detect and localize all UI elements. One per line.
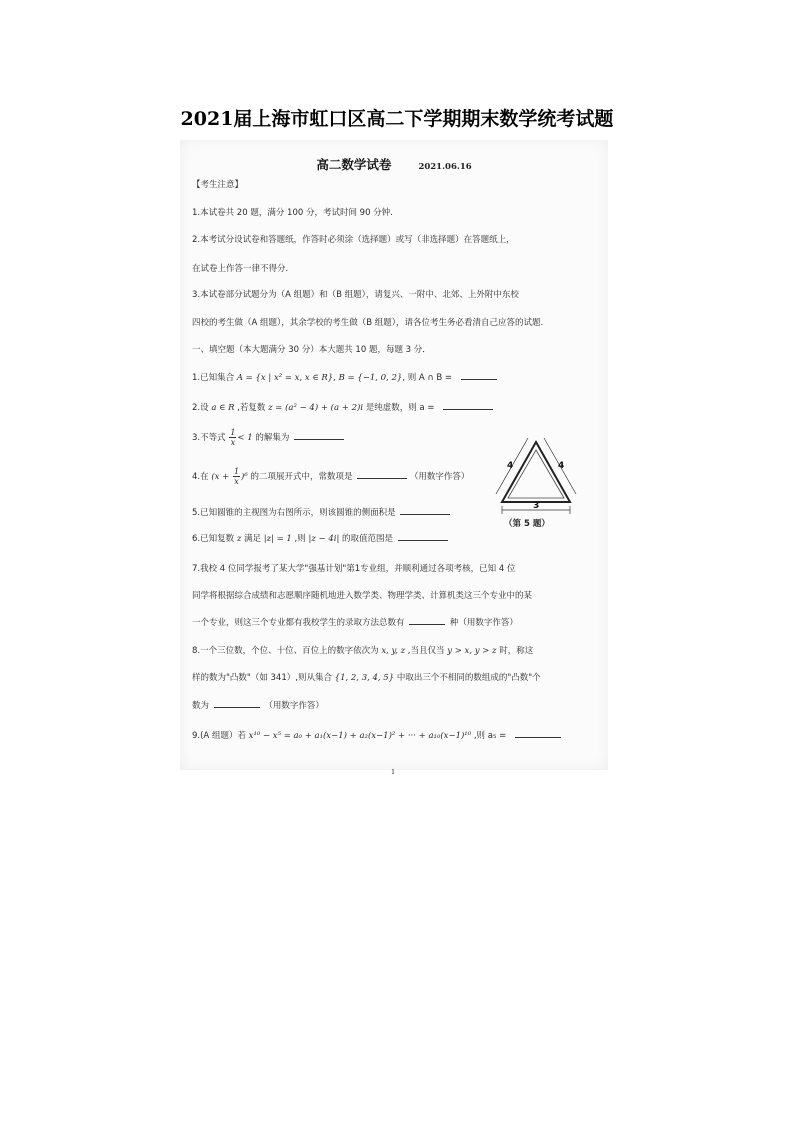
answer-blank-2[interactable] [443,401,493,410]
notice-item-2: 2.本考试分设试卷和答题纸，作答时必须涂（选择题）或写（非选择题）在答题纸上， [192,235,515,245]
answer-blank-5[interactable] [400,506,450,515]
question-4: 4.在 (x + $\frac{1}{x}$ )⁶ 的二项展开式中，常数项是 （用数字作答） [192,467,470,486]
notice-item-2-cont: 在试卷上作答一律不得分. [192,264,289,274]
question-2-math: z = (a² − 4) + (a + 2)i [268,403,364,413]
question-8-line-1: 8.一个三位数，个位、十位、百位上的数字依次为 x, y, z ,当且仅当 y > x, y > z 时，称这 [192,646,534,656]
question-6: 6.已知复数 z 满足 |z| = 1 ,则 |z − 4i| 的取值范围是 [192,532,448,544]
exam-header [180,154,608,173]
question-4-fraction: $\frac{1}{x}$ [233,467,240,486]
answer-blank-4[interactable] [357,470,407,479]
triangle-outer [502,442,570,502]
answer-blank-8[interactable] [214,699,260,708]
page-title: 2021届上海市虹口区高二下学期期末数学统考试题 [180,108,614,130]
question-7-line-1: 7.我校 4 位同学报考了某大学"强基计划"第1专业组，并顺利通过各项考核，已知 4 位 [192,564,516,574]
answer-blank-1[interactable] [461,371,497,380]
question-1: 1.已知集合 A = {x | x² = x, x ∈ R}, B = {−1, 0, 2}, 则 A ∩ B = [192,371,497,383]
triangle-inner [508,450,564,498]
page-number: 1 [391,768,396,776]
notice-item-3-cont: 四校的考生做（A 组题），其余学校的考生做（B 组题），请各位考生务必看清自己应答的试题. [192,318,544,328]
section-heading: 一、填空题（本大题满分 30 分）本大题共 10 题，每题 3 分． [192,345,431,355]
exam-title: 高二数学试卷 [316,157,392,172]
question-8-line-2: 样的数为"凸数"（如 341）,则从集合 {1, 2, 3, 4, 5} 中取出三个不相同的数组成的"凸数"个 [192,673,541,683]
question-9: 9.(A 组题）若 x¹⁰ − x⁵ = a₀ + a₁(x−1) + a₂(x−1)² + ··· + a₁₀(x−1)¹⁰ ,则 a₅ = [192,729,561,741]
figure-caption: （第 5 题） [504,519,550,529]
notice-heading: 【考生注意】 [192,180,244,190]
answer-blank-7[interactable] [409,616,445,625]
question-5: 5.已知圆锥的主视图为右图所示，则该圆锥的侧面积是 [192,506,450,518]
question-3-fraction: $\frac{1}{x}$ [230,428,236,447]
question-1-math: A = {x | x² = x, x ∈ R}, B = {−1, 0, 2} [236,373,403,383]
question-9-math: x¹⁰ − x⁵ = a₀ + a₁(x−1) + a₂(x−1)² + ··· + a₁₀(x−1)¹⁰ [248,731,472,741]
answer-blank-9[interactable] [515,729,561,738]
side-label-left: 4 [507,461,514,471]
notice-item-1: 1.本试卷共 20 题，满分 100 分，考试时间 90 分钟. [192,208,393,218]
exam-date: 2021.06.16 [418,162,472,172]
question-8-line-3: 数为 （用数字作答） [192,701,324,711]
question-7-line-2: 同学将根据综合成绩和志愿顺序随机地进入数学类、物理学类、计算机类这三个专业中的某 [192,591,533,601]
question-7-line-3: 一个专业，则这三个专业都有我校学生的录取方法总数有 种（用数字作答） [192,618,518,628]
question-6-math: |z − 4i| [308,534,340,544]
base-label: 3 [533,501,540,511]
question-2: 2.设 a ∈ R ,若复数 z = (a² − 4) + (a + 2)i 是纯虚数，则 a = [192,401,493,413]
answer-blank-3[interactable] [294,431,344,440]
notice-item-3: 3.本试卷部分试题分为（A 组题）和（B 组题），请复兴、一附中、北郊、上外附中东校 [192,290,519,300]
side-label-right: 4 [558,461,565,471]
scanned-exam-page [180,140,608,776]
question-3: 3.不等式 $\frac{1}{x}$ < 1 的解集为 [192,428,344,447]
answer-blank-6[interactable] [398,532,448,541]
